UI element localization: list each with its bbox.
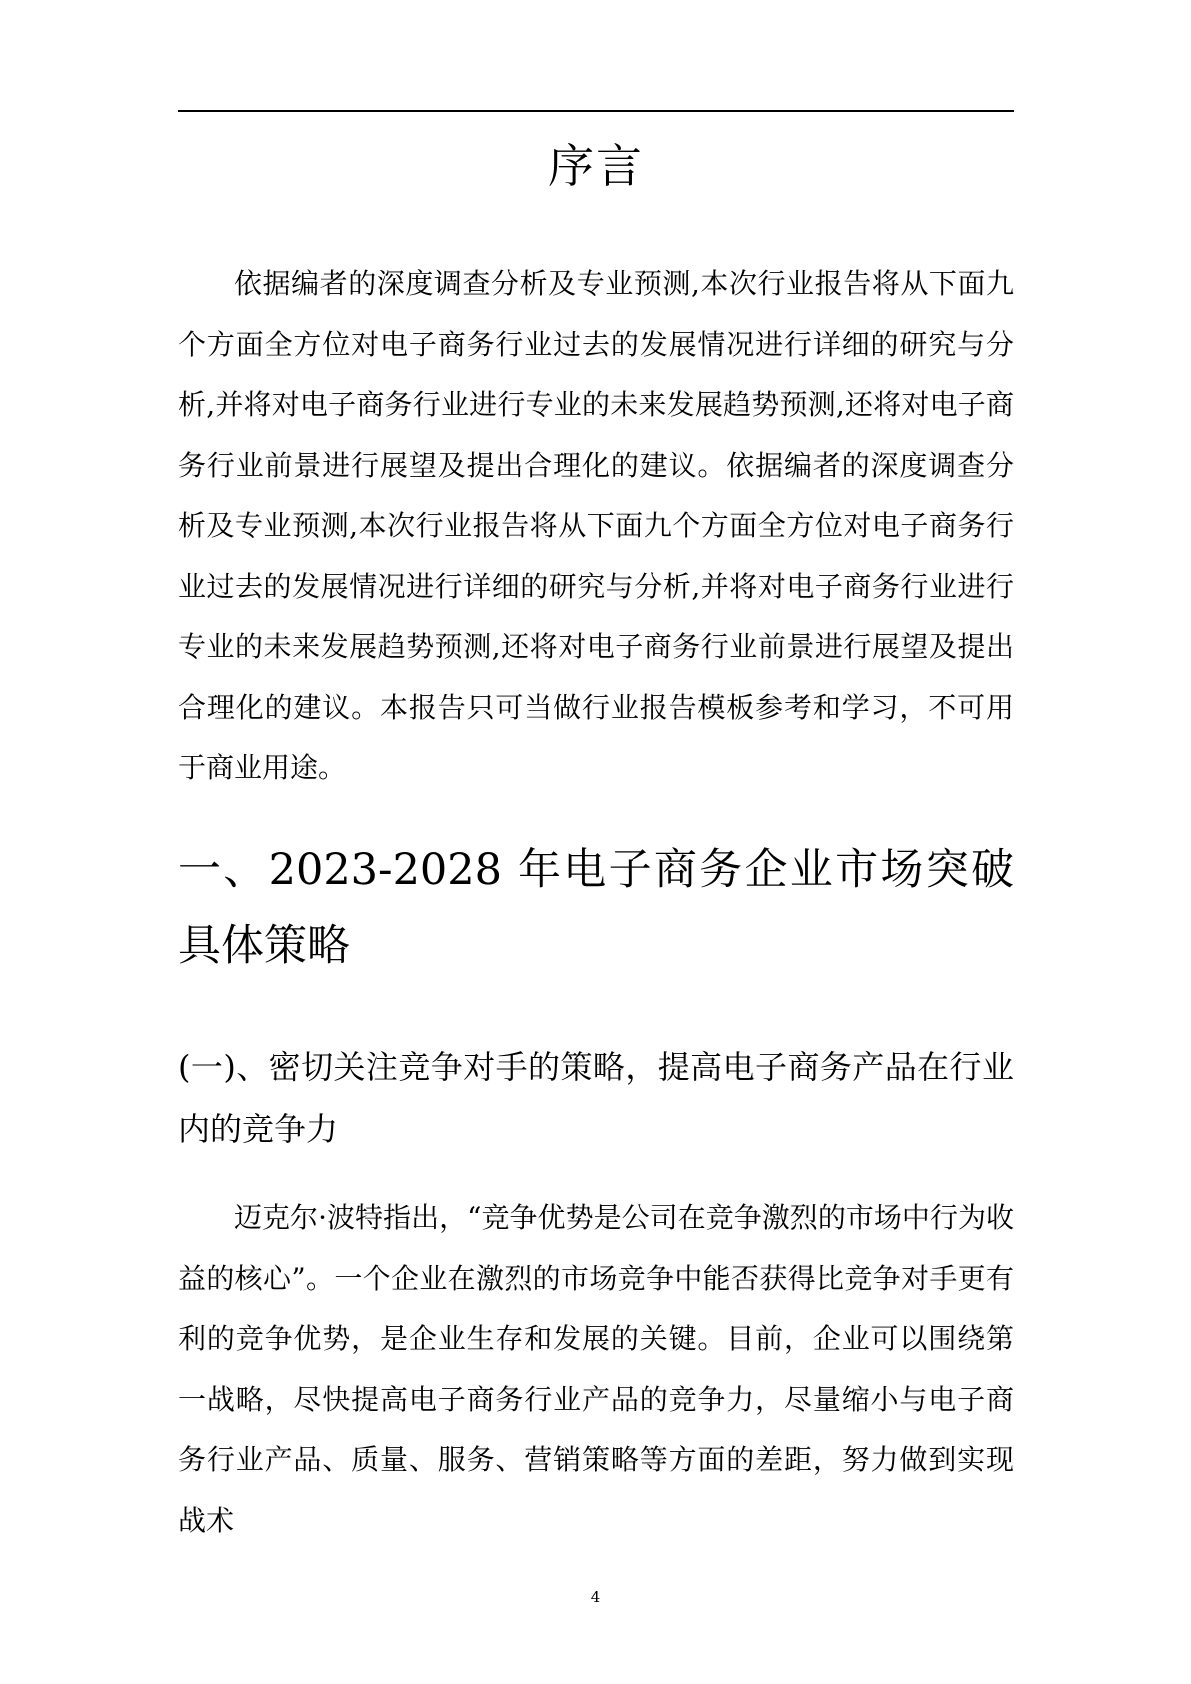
subsection-heading: (一)、密切关注竞争对手的策略，提高电子商务产品在行业内的竞争力 xyxy=(178,1048,1014,1148)
strategy-paragraph: 迈克尔·波特指出，“竞争优势是公司在竞争激烈的市场中行为收益的核心”。一个企业在激烈的市场竞争中能否获得比竞争对手更有利的竞争优势，是企业生存和发展的关键。目前，企业可以围绕第一战略，尽快提高电子商务行业产品的竞争力，尽量缩小与电子商务行业产品、质量、服务、营销策略等方面的差距，努力做到实现战术 xyxy=(178,1201,1014,1537)
section-heading: 一、2023-2028 年电子商务企业市场突破具体策略 xyxy=(178,845,1014,971)
header-rule xyxy=(178,110,1014,112)
preface-title: 序言 xyxy=(548,139,644,193)
page-number: 4 xyxy=(590,1588,601,1606)
preface-paragraph: 依据编者的深度调查分析及专业预测,本次行业报告将从下面九个方面全方位对电子商务行业过去的发展情况进行详细的研究与分析,并将对电子商务行业进行专业的未来发展趋势预测,还将对电子商务行业前景进行展望及提出合理化的建议。依据编者的深度调查分析及专业预测,本次行业报告将从下面九个方面全方位对电子商务行业过去的发展情况进行详细的研究与分析,并将对电子商务行业进行专业的未来发展趋势预测,还将对电子商务行业前景进行展望及提出合理化的建议。本报告只可当做行业报告模板参考和学习，不可用于商业用途。 xyxy=(178,267,1014,784)
